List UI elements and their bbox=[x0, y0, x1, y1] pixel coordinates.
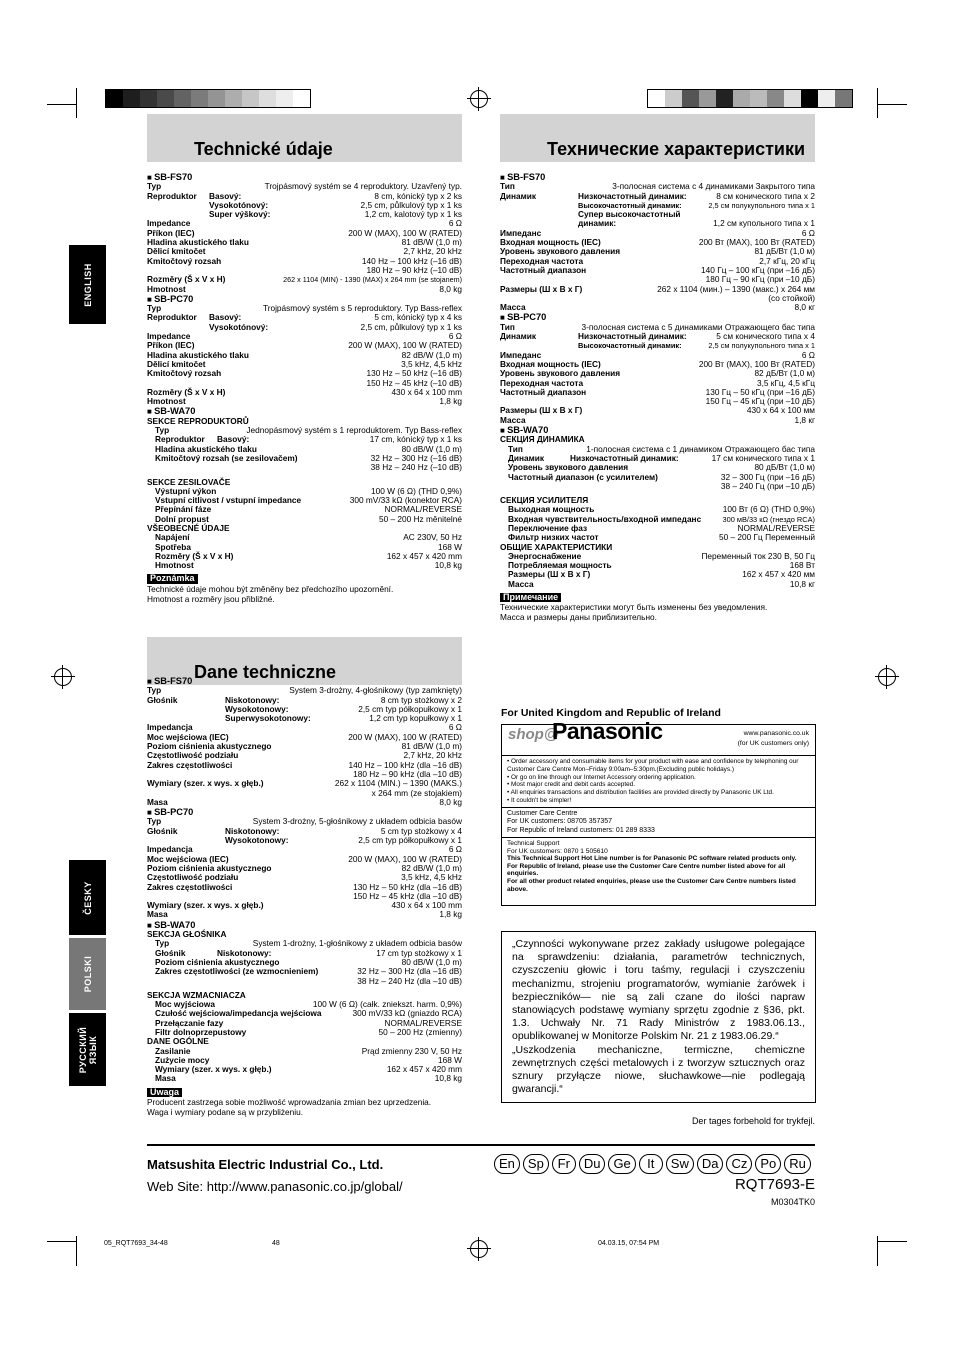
uk-bullets: • Order accessory and consumable items for your product with ease and confidence by telephoning our Customer Care Centre Mon–Friday 9:00am–5:30pm.(Excluding public holidays.) • Or go on line through our Internet Accessory ordering application. • Most major credit and debit cards accepted. • All enquiries transactions and distribution facilities are provided directly by Panasonic UK Ltd. • It couldn't be simpler! bbox=[502, 756, 815, 808]
technical-support: Technical Support For UK customers: 0870 1 505610 This Technical Support Hot Line number is for Panasonic PC software related products only. For Republic of Ireland, please use the Customer Care Centre number listed above for all enquiries. For all other product related enquiries, please use the Customer Care Centre numbers listed above. bbox=[507, 840, 797, 893]
model-heading: ■ SB-PC70 bbox=[147, 295, 462, 304]
crop-mark bbox=[76, 1236, 77, 1266]
panasonic-logo: Panasonic bbox=[552, 718, 663, 744]
polish-warranty-box: „Czynności wykonywane przez zakłady usługowe polegające na sprawdzeniu: działania, parametrów technicznych, czyszczeniu głowic i toru taśmy, regulacji i czyszczeniu mechanizmu, strojeniu programatorów, wymianie żarówek i bezpieczników— nie są zali czane do ilości napraw stanowiących podstawę wymiany sprzętu zgodnie z §36, pkt. 1.3. Uchwały Nr. 71 Rady Ministrów z 1983.06.13., opublikowanej w Monitorze Polskim Nr. 21 z 1983.06.29.“ „Uszkodzenia mechaniczne, termiczne, chemiczne zewnętrznych części metalowych i z tworzyw sztucznych oraz sznury przyłącze niowe, słuchawkowe—nie podlegają gwarancji.“ bbox=[501, 931, 816, 1103]
crop-mark bbox=[877, 88, 878, 118]
crop-mark bbox=[877, 104, 907, 105]
print-file: 05_RQT7693_34-48 bbox=[104, 1240, 168, 1247]
registration-mark-icon bbox=[54, 668, 72, 686]
company-name: Matsushita Electric Industrial Co., Ltd. bbox=[147, 1157, 384, 1172]
model-heading: ■ SB-FS70 bbox=[147, 677, 462, 686]
color-calibration-bar bbox=[647, 89, 853, 108]
model-heading: ■ SB-WA70 bbox=[500, 426, 815, 435]
print-date: 04.03.15, 07:54 PM bbox=[598, 1240, 660, 1247]
customer-care: Customer Care Centre For UK customers: 08705 357357 For Republic of Ireland customers: 01 289 8333 bbox=[502, 808, 815, 838]
crop-mark bbox=[76, 88, 77, 118]
polish-specs: ■ SB-FS70 Typ System 3-drożny, 4-głośnikowy (typ zamknięty) Głośnik Niskotonowy: 8 cm typ stożkowy x 2 Wysokotonowy: 2,5 cm typ półkopułkowy x 1 Superwysokotonowy: 1,2 cm typ kopułkowy x 1 Impedancja 6 Ω Moc wejściowa (IEC) 200 W (MAX), 100 W (RATED) Poziom ciśnienia akustycznego 81 dB/W (1,0 m) Częstotliwość podziału 2,7 kHz, 20 kHz Zakres częstotliwości 140 Hz – 100 kHz (dla –16 dB) 180 Hz – 90 kHz (dla –10 dB) Wymiary (szer. x wys. x głęb.) 262 x 1104 (MIN.) – 1390 (MAKS.) x 264 mm (ze stojakiem) Masa 8,0 kg ■ SB-PC70 Typ System 3-drożny, 5-głośnikowy z układem odbicia basów Głośnik Niskotonowy: 5 cm typ stożkowy x 4 Wysokotonowy: 2,5 cm typ półkopułkowy x 1 Impedancja 6 Ω Moc wejściowa (IEC) 200 W (MAX), 100 W (RATED) Poziom ciśnienia akustycznego 82 dB/W (1,0 m) Częstotliwość podziału 3,5 kHz, 4,5 kHz Zakres częstotliwości 130 Hz – 50 kHz (dla –16 dB) 150 Hz – 45 kHz (dla –10 dB) Wymiary (szer. x wys. x głęb.) 430 x 64 x 100 mm Masa 1,8 kg ■ SB-WA70 SEKCJA GŁOŚNIKA Typ System 1-drożny, 1-głośnikowy z układem odbicia basów Głośnik Niskotonowy: 17 cm typ stożkowy x 1 Poziom ciśnienia akustycznego 80 dB/W (1,0 m) Zakres częstotliwości (ze wzmocnieniem) 32 Hz – 300 Hz (dla –16 dB) 38 Hz – 240 Hz (dla –10 dB) SEKCJA WZMACNIACZA Moc wyjściowa 100 W (6 Ω) (całk. zniekszt. harm. 0,9%) Czułość wejściowa/impedancja wejściowa 300 mV/33 kΩ (gniazdo RCA) Przełączanie fazy NORMAL/REVERSE Filtr dolnoprzepustowy 50 – 200 Hz (zmienny) DANE OGÓLNE Zasilanie Prąd zmienny 230 V, 50 Hz Zużycie mocy 168 W Wymiary (szer. x wys. x głęb.) 162 x 457 x 420 mm Masa 10,8 kg Uwaga Producent zastrzega sobie możliwość wprowadzania zmian bez uprzedzenia. Waga i wymiary podane są w przybliżeniu. bbox=[147, 676, 462, 1117]
lang-badge: Da bbox=[697, 1154, 724, 1174]
lang-badge: Cz bbox=[726, 1154, 752, 1174]
crop-mark bbox=[47, 104, 77, 105]
tab-russian: РУССКИЙ ЯЗЫК bbox=[69, 1013, 106, 1086]
lang-badge: Sw bbox=[666, 1154, 694, 1174]
document-code: RQT7693-E bbox=[734, 1176, 815, 1193]
danish-note: Der tages forbehold for trykfejl. bbox=[691, 1116, 815, 1126]
model-heading: ■ SB-FS70 bbox=[147, 173, 462, 182]
czech-specs: ■ SB-FS70 Typ Trojpásmový systém se 4 reproduktory. Uzavřený typ. Reproduktor Basový: 8 cm, kónický typ x 2 ks Vysokotónový: 2,5 cm, půlkulový typ x 1 ks Super výškový: 1,2 cm, kalotový typ x 1 ks Impedance 6 Ω Příkon (IEC) 200 W (MAX), 100 W (RATED) Hladina akustického tlaku 81 dB/W (1,0 m) Dělicí kmitočet 2,7 kHz, 20 kHz Kmitočtový rozsah 140 Hz – 100 kHz (–16 dB) 180 Hz – 90 kHz (–10 dB) Rozměry (Š x V x H) 262 x 1104 (MIN) - 1390 (MAX) x 264 mm (se stojanem) Hmotnost 8,0 kg ■ SB-PC70 Typ Trojpásmový systém s 5 reproduktory. Typ Bass-reflex Reproduktor Basový: 5 cm, kónický typ x 4 ks Vysokotónový: 2,5 cm, půlkulový typ x 1 ks Impedance 6 Ω Příkon (IEC) 200 W (MAX), 100 W (RATED) Hladina akustického tlaku 82 dB/W (1,0 m) Dělicí kmitočet 3,5 kHz, 4,5 kHz Kmitočtový rozsah 130 Hz – 50 kHz (–16 dB) 150 Hz – 45 kHz (–10 dB) Rozměry (Š x V x H) 430 x 64 x 100 mm Hmotnost 1,8 kg ■ SB-WA70 SEKCE REPRODUKTORŮ Typ Jednopásmový systém s 1 reproduktorem. Typ Bass-reflex Reproduktor Basový: 17 cm, kónický typ x 1 ks Hladina akustického tlaku 80 dB/W (1,0 m) Kmitočtový rozsah (se zesilovačem) 32 Hz – 300 Hz (–16 dB) 38 Hz – 240 Hz (–10 dB) SEKCE ZESILOVAČE Výstupní výkon 100 W (6 Ω) (THD 0,9%) Vstupní citlivost / vstupní impedance 300 mV/33 kΩ (konektor RCA) Přepínání fáze NORMAL/REVERSE Dolní propust 50 – 200 Hz měnitelné VŠEOBECNÉ ÚDAJE Napájení AC 230V, 50 Hz Spotřeba 168 W Rozměry (Š x V x H) 162 x 457 x 420 mm Hmotnost 10,8 kg Poznámka Technické údaje mohou být změněny bez předchozího upozornění. Hmotnost a rozměry jsou přibližné. bbox=[147, 172, 462, 604]
page-title: Технические характеристики bbox=[547, 139, 806, 159]
tab-cesky: ČESKY bbox=[69, 860, 106, 935]
color-calibration-bar bbox=[105, 89, 311, 108]
uk-panasonic-box: shop@ Panasonic www.panasonic.co.uk (for UK customers only) • Order accessory and consumable items for your product with ease and confidence by telephoning our Customer Care Centre Mon–Friday 9:00am–5:30pm.(Excluding public holidays.) • Or go on line through our Internet Accessory ordering application. • Most major credit and debit cards accepted. • All enquiries transactions and distribution facilities are provided directly by Panasonic UK Ltd. • It couldn't be simpler! Customer Care Centre For UK customers: 08705 357357 For Republic of Ireland customers: 01 289 8333 Technical Support For UK customers: 0870 1 505610 This Technical Support Hot Line number is for Panasonic PC software related products only. For Republic of Ireland, please use the Customer Care Centre number listed above for all enquiries. For all other product related enquiries, please use the Customer Care Centre numbers listed above. bbox=[501, 724, 816, 906]
czech-title-bar bbox=[147, 114, 462, 162]
registration-mark-icon bbox=[470, 90, 488, 108]
model-heading: ■ SB-PC70 bbox=[500, 313, 815, 322]
registration-mark-icon bbox=[878, 668, 896, 686]
print-page: 48 bbox=[272, 1240, 280, 1247]
lang-badge: Ge bbox=[608, 1154, 635, 1174]
tab-english: ENGLISH bbox=[69, 245, 106, 324]
page-title: Technické údaje bbox=[194, 139, 333, 159]
lang-badge: Fr bbox=[552, 1154, 576, 1174]
russian-title-bar bbox=[500, 114, 815, 162]
website[interactable]: Web Site: http://www.panasonic.co.jp/global/ bbox=[147, 1179, 403, 1194]
lang-badge: Du bbox=[579, 1154, 606, 1174]
lang-badge: It bbox=[639, 1154, 663, 1174]
lang-badge: En bbox=[494, 1154, 520, 1174]
lang-badge: Po bbox=[755, 1154, 781, 1174]
lang-badge: Ru bbox=[784, 1154, 811, 1174]
russian-specs: ■ SB-FS70 Тип 3-полосная система с 4 динамиками Закрытого типа Динамик Низкочастотный динамик: 8 см конического типа x 2 Высокочастотный динамик: 2,5 см полукупольного типа x 1 Супер высокочастотный динамик: 1,2 см купольного типа x 1 Импеданс 6 Ω Входная мощность (IEC) 200 Вт (MAX), 100 Вт (RATED) Уровень звукового давления 81 дБ/Вт (1,0 м) Переходная частота 2,7 кГц, 20 кГц Частотный диапазон 140 Гц – 100 кГц (при –16 дБ) 180 Гц – 90 кГц (при –10 дБ) Размеры (Ш x В x Г) 262 x 1104 (мин.) – 1390 (макс.) x 264 мм (со стойкой) Масса 8,0 кг ■ SB-PC70 Тип 3-полосная система с 5 динамиками Отражающего бас типа Динамик Низкочастотный динамик: 5 см конического типа x 4 Высокочастотный динамик: 2,5 см полукупольного типа x 1 Импеданс 6 Ω Входная мощность (IEC) 200 Вт (MAX), 100 Вт (RATED) Уровень звукового давления 82 дБ/Вт (1,0 м) Переходная частота 3,5 кГц, 4,5 кГц Частотный диапазон 130 Гц – 50 кГц (при –16 дБ) 150 Гц – 45 кГц (при –10 дБ) Размеры (Ш x В x Г) 430 x 64 x 100 мм Масса 1,8 кг ■ SB-WA70 СЕКЦИЯ ДИНАМИКА Тип 1-полосная система с 1 динамиком Отражающего бас типа Динамик Низкочастотный динамик: 17 см конического типа x 1 Уровень звукового давления 80 дБ/Вт (1,0 м) Частотный диапазон (с усилителем) 32 – 300 Гц (при –16 дБ) 38 – 240 Гц (при –10 дБ) СЕКЦИЯ УСИЛИТЕЛЯ Выходная мощность 100 Вт (6 Ω) (THD 0,9%) Входная чувствительность/входной импеданс 300 мВ/33 кΩ (гнездо RCA) Переключение фаз NORMAL/REVERSE Фильтр низких частот 50 – 200 Гц Переменный ОБЩИЕ ХАРАКТЕРИСТИКИ Энергоснабжение Переменный ток 230 В, 50 Гц Потребляемая мощность 168 Вт Размеры (Ш x В x Г) 162 x 457 x 420 мм Масса 10,8 кг Примечание Технические характеристики могут быть изменены без уведомления. Масса и размеры даны приблизительно. bbox=[500, 172, 815, 622]
model-heading: ■ SB-PC70 bbox=[147, 808, 462, 817]
tab-polski: POLSKI bbox=[69, 938, 106, 1010]
crop-mark bbox=[47, 1241, 77, 1242]
lang-badge: Sp bbox=[523, 1154, 549, 1174]
footer-divider bbox=[147, 1144, 815, 1146]
crop-mark bbox=[877, 1236, 878, 1266]
language-codes bbox=[494, 1154, 811, 1174]
page-title: Dane techniczne bbox=[194, 662, 337, 682]
registration-mark-icon bbox=[470, 1240, 488, 1258]
model-heading: ■ SB-WA70 bbox=[147, 921, 462, 930]
document-subcode: M0304TK0 bbox=[770, 1197, 815, 1207]
note-label: Uwaga bbox=[147, 1088, 182, 1097]
model-heading: ■ SB-WA70 bbox=[147, 407, 462, 416]
note-label: Poznámka bbox=[147, 574, 198, 583]
uk-heading: For United Kingdom and Republic of Ireland bbox=[501, 707, 721, 719]
note-label: Примечание bbox=[500, 593, 561, 602]
uk-url[interactable]: www.panasonic.co.uk bbox=[743, 730, 809, 737]
crop-mark bbox=[877, 1241, 907, 1242]
model-heading: ■ SB-FS70 bbox=[500, 173, 815, 182]
shop-logo: shop@ bbox=[508, 726, 559, 743]
